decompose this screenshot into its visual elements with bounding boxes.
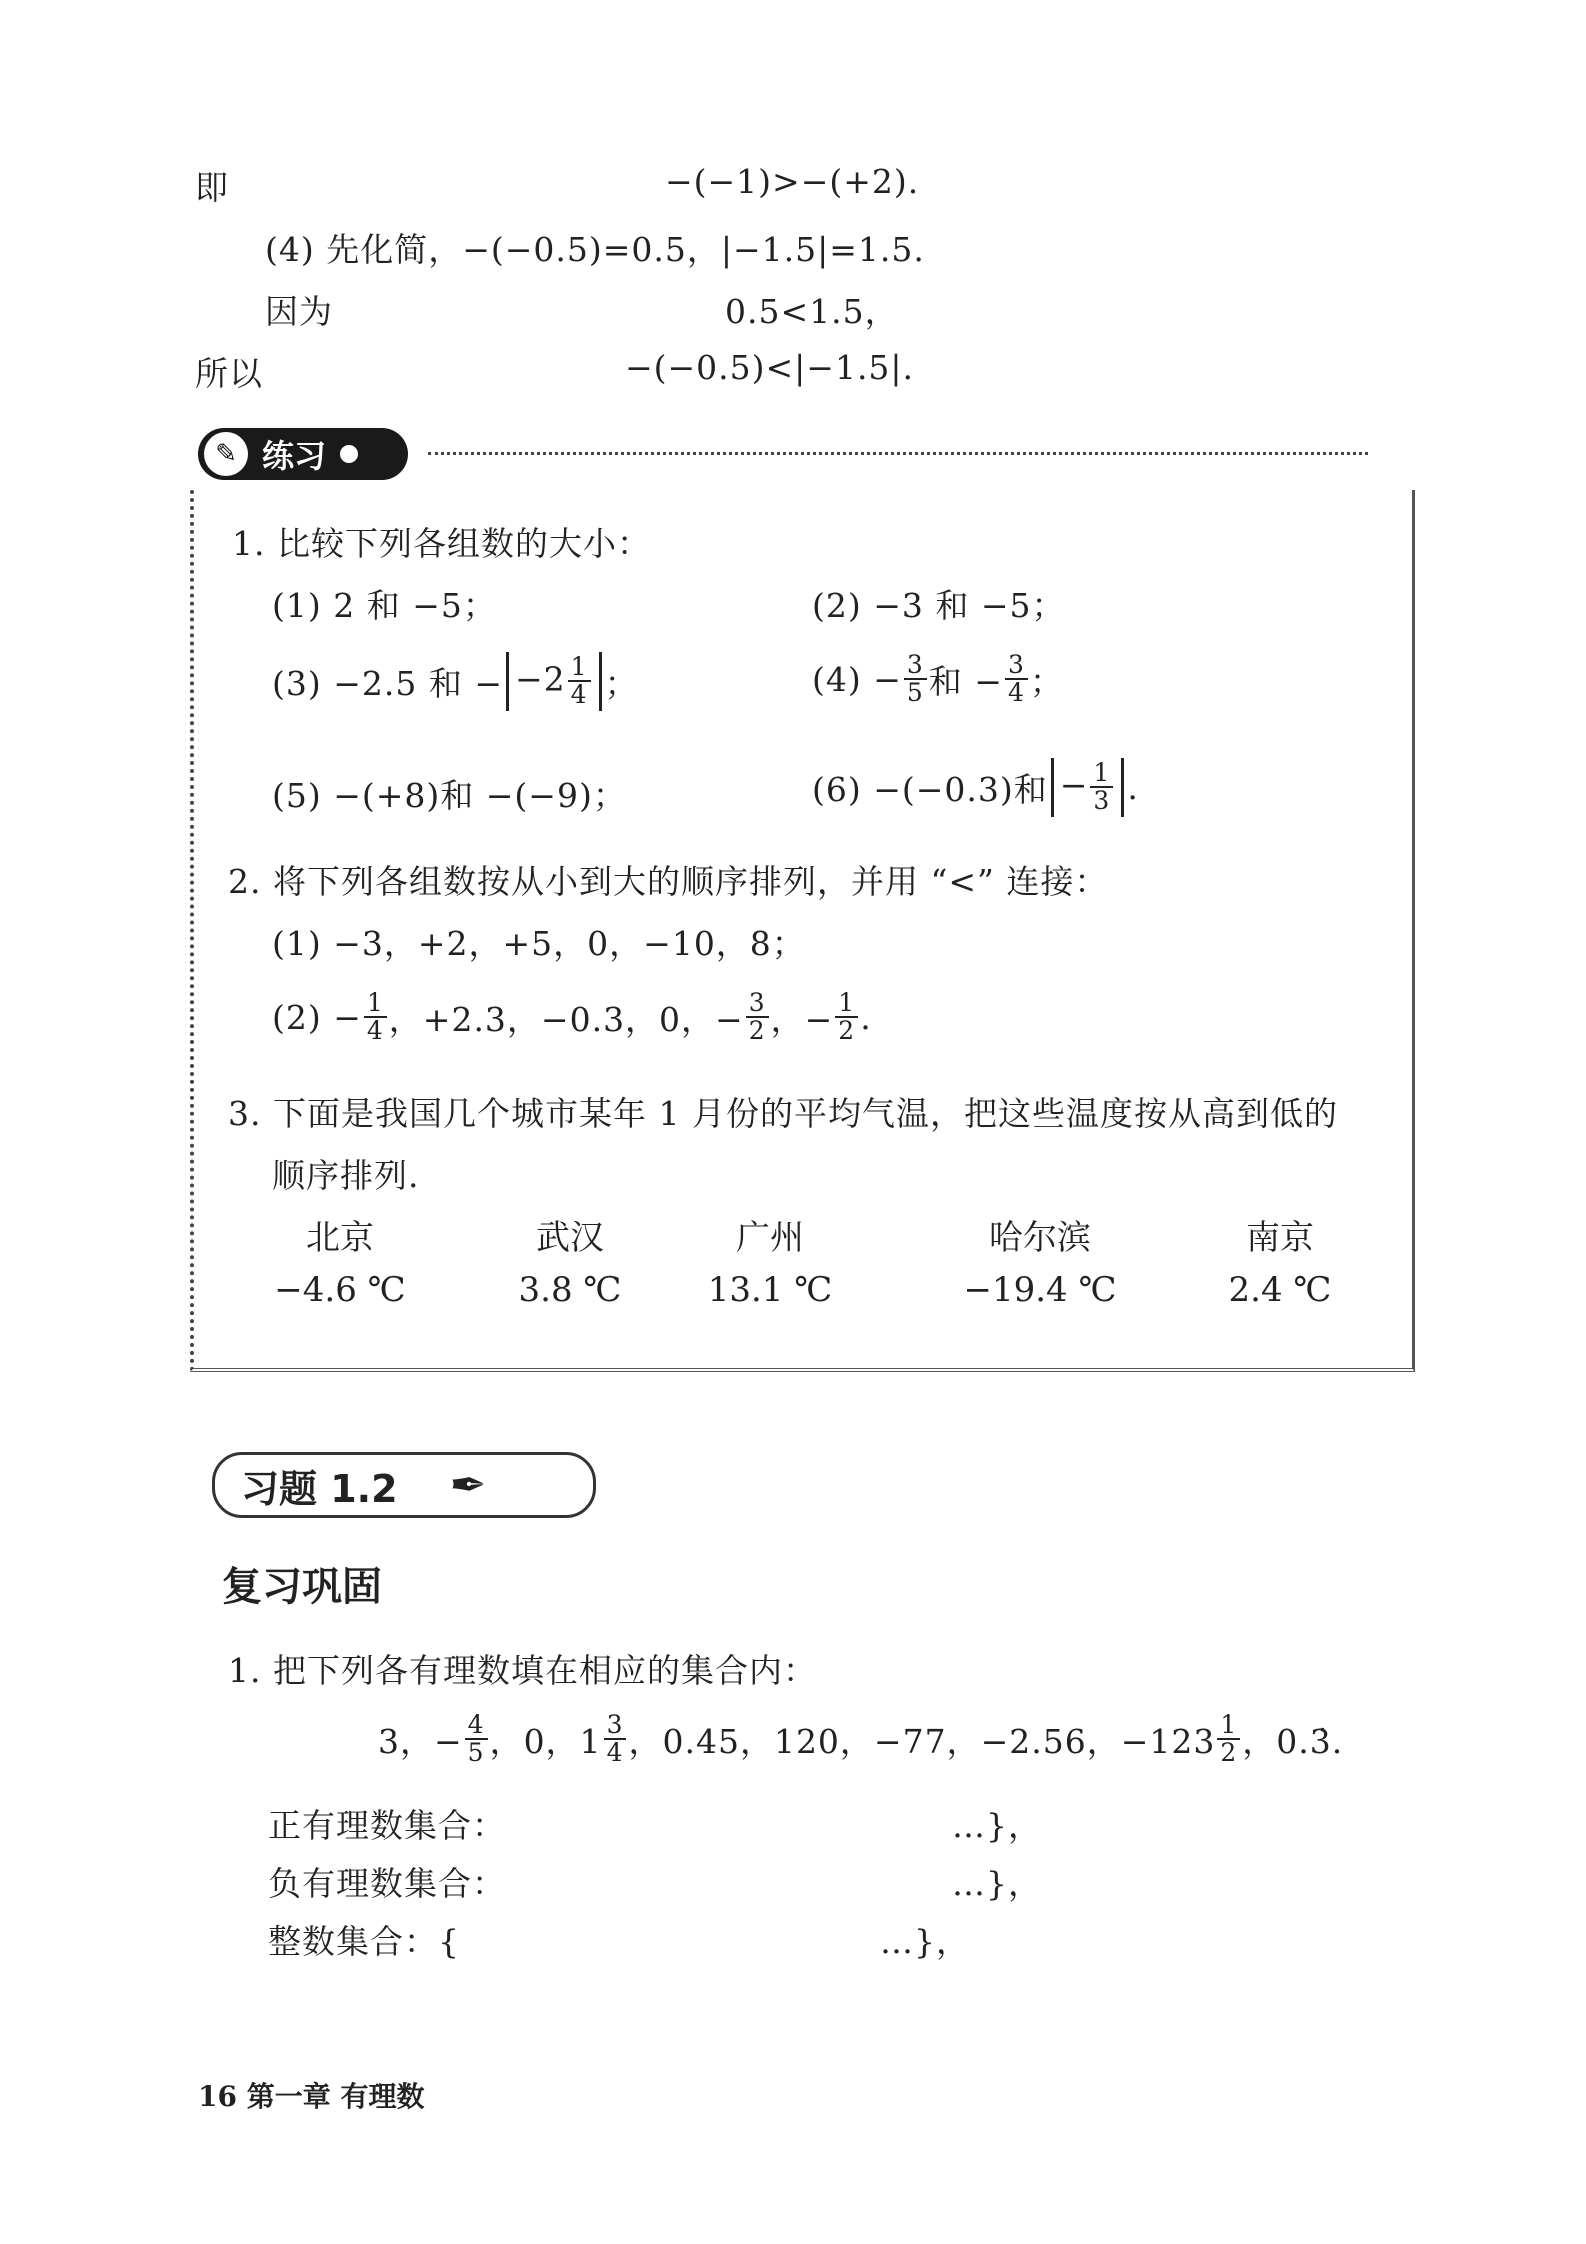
q1-6-end: .	[1127, 767, 1139, 807]
numerator: 1	[1090, 760, 1113, 788]
denominator: 2	[838, 1016, 856, 1046]
exercise-number-list	[378, 1712, 1343, 1767]
city-temperature: −4.6 ℃	[274, 1270, 406, 1310]
q1-3-whole: −2	[515, 659, 566, 699]
nums-part-d: ，0.3̇.	[1242, 1721, 1344, 1761]
city-temperature: 13.1 ℃	[707, 1270, 833, 1310]
exercise-q1: 1. 把下列各有理数填在相应的集合内：	[228, 1651, 817, 1690]
denominator: 5	[906, 678, 924, 708]
fraction	[904, 652, 927, 707]
practice-q1-3	[272, 652, 639, 711]
label-yinwei: 因为	[265, 292, 333, 331]
fraction	[568, 654, 591, 709]
q2-2-middle: ，+2.3，−0.3，0，−	[388, 999, 744, 1039]
practice-divider	[428, 452, 1368, 455]
expression-line1: −(−1)>−(+2).	[665, 162, 920, 201]
numerator: 1	[1217, 1712, 1240, 1740]
denominator: 2	[1220, 1738, 1238, 1768]
denominator: 4	[366, 1016, 384, 1046]
denominator: 3	[1093, 786, 1111, 816]
practice-q1-4	[812, 652, 1064, 707]
fraction	[1217, 1712, 1240, 1767]
denominator: 2	[748, 1016, 766, 1046]
pencil-icon: ✎	[204, 432, 248, 476]
numerator: 3	[1005, 652, 1028, 680]
practice-q1-5: (5) −(+8)和 −(−9)；	[272, 776, 627, 815]
set-negative-label: 负有理数集合：	[268, 1864, 506, 1903]
badge-dot-icon	[340, 445, 358, 463]
q2-2-end: .	[860, 997, 872, 1037]
q1-6-sign: −	[1059, 765, 1089, 805]
set-positive-label: 正有理数集合：	[268, 1806, 506, 1845]
city-temperature: 2.4 ℃	[1228, 1270, 1332, 1310]
q1-6-prefix: (6) −(−0.3)和	[812, 769, 1048, 809]
practice-badge	[198, 428, 408, 480]
set-integer-end: …}，	[880, 1922, 970, 1961]
numerator: 3	[604, 1712, 627, 1740]
label-suoyi: 所以	[195, 354, 263, 393]
set-negative-end: …}，	[952, 1864, 1042, 1903]
practice-q3-line2: 顺序排列.	[272, 1156, 420, 1195]
city-name: 哈尔滨	[989, 1218, 1091, 1258]
numerator: 1	[568, 654, 591, 682]
practice-q3-line1: 3. 下面是我国几个城市某年 1 月份的平均气温，把这些温度按从高到低的	[228, 1094, 1338, 1133]
numerator: 1	[835, 990, 858, 1018]
exercise-badge-label: 习题 1.2	[241, 1466, 398, 1511]
practice-q1-1: (1) 2 和 −5；	[272, 586, 497, 625]
q2-2-middle2: ，−	[770, 999, 834, 1039]
fraction	[1005, 652, 1028, 707]
fraction	[835, 990, 858, 1045]
city-name: 北京	[306, 1218, 374, 1258]
nums-part-b: ，0，1	[489, 1721, 602, 1761]
set-integer-label: 整数集合：{	[268, 1922, 460, 1961]
numerator: 4	[465, 1712, 488, 1740]
numerator: 1	[364, 990, 387, 1018]
city-name: 武汉	[536, 1218, 604, 1258]
label-ji: 即	[195, 168, 229, 207]
pen-icon: ✒	[449, 1459, 487, 1511]
fraction	[1090, 760, 1113, 815]
section-title: 复习巩固	[222, 1564, 382, 1610]
expression-line3: 0.5<1.5，	[725, 292, 899, 331]
practice-q1-6	[812, 758, 1139, 817]
fraction	[746, 990, 769, 1045]
fraction	[364, 990, 387, 1045]
set-positive-end: …}，	[952, 1806, 1042, 1845]
exercise-badge	[212, 1452, 596, 1518]
practice-q2-1: (1) −3，+2，+5，0，−10，8；	[272, 924, 806, 963]
city-name: 广州	[736, 1218, 804, 1258]
nums-part-a: 3，−	[378, 1721, 463, 1761]
numerator: 3	[746, 990, 769, 1018]
absolute-value	[1051, 758, 1125, 817]
practice-q1-2: (2) −3 和 −5；	[812, 586, 1066, 625]
simplify-line: (4) 先化简，−(−0.5)=0.5，|−1.5|=1.5.	[265, 230, 925, 269]
q1-3-prefix: (3) −2.5 和 −	[272, 663, 503, 703]
city-temperature: 3.8 ℃	[518, 1270, 622, 1310]
practice-q2: 2. 将下列各组数按从小到大的顺序排列，并用 “<” 连接：	[228, 862, 1109, 901]
practice-q2-2	[272, 990, 872, 1045]
q1-4-end: ；	[1029, 661, 1064, 701]
numerator: 3	[904, 652, 927, 680]
nums-part-c: ，0.45，120，−77，−2.56，−123	[628, 1721, 1216, 1761]
denominator: 5	[467, 1738, 485, 1768]
expression-line4: −(−0.5)<|−1.5|.	[625, 348, 915, 387]
fraction	[604, 1712, 627, 1767]
city-name: 南京	[1246, 1218, 1314, 1258]
absolute-value	[506, 652, 602, 711]
fraction	[465, 1712, 488, 1767]
q2-2-prefix: (2) −	[272, 997, 362, 1037]
q1-4-middle: 和 −	[928, 661, 1003, 701]
practice-badge-label: 练习	[262, 437, 327, 475]
denominator: 4	[1007, 678, 1025, 708]
page-footer: 16 第一章 有理数	[198, 2080, 425, 2113]
practice-q1: 1. 比较下列各组数的大小：	[232, 524, 651, 563]
city-temperature: −19.4 ℃	[963, 1270, 1117, 1310]
denominator: 4	[570, 680, 588, 710]
q1-4-prefix: (4) −	[812, 659, 902, 699]
q1-3-end: ；	[604, 663, 639, 703]
denominator: 4	[606, 1738, 624, 1768]
